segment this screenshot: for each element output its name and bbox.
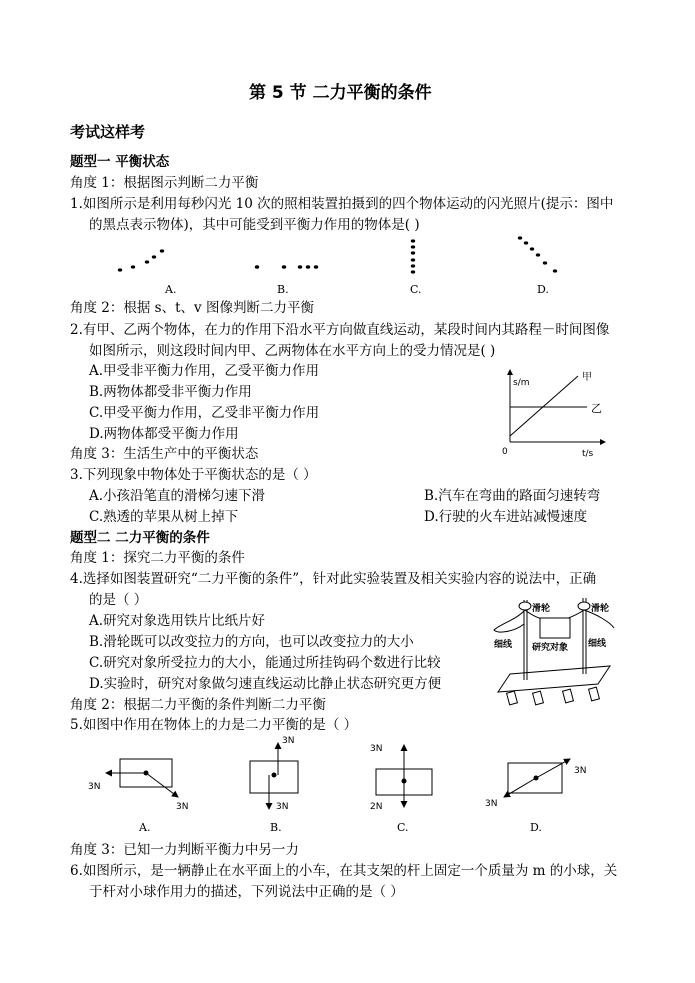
q5-d-left-label: 3N [485, 799, 498, 809]
q6-line2: 于杆对小球作用力的描述，下列说法中正确的是（ ） [89, 884, 404, 900]
q1-photo-b [255, 265, 318, 269]
type1-angle1: 角度 1：根据图示判断二力平衡 [70, 175, 259, 191]
q4-option-d: D.实验时，研究对象做匀速直线运动比静止状态研究更方便 [89, 676, 442, 692]
q3-line1: 3.下列现象中物体处于平衡状态的是（ ） [70, 467, 317, 483]
graph-line-b-label: 乙 [591, 402, 602, 415]
label-object: 研究对象 [532, 643, 569, 653]
q1-label-d: D. [537, 283, 549, 296]
q5-c-down-label: 2N [370, 802, 383, 812]
q5-label-a: A. [139, 821, 151, 834]
section-heading: 考试这样考 [70, 123, 146, 141]
label-string-left: 细线 [494, 640, 513, 650]
q5-b-up-label: 3N [282, 736, 295, 746]
q4-option-a: A.研究对象选用铁片比纸片好 [89, 613, 266, 629]
graph-origin: 0 [502, 447, 508, 457]
q1-line1: 1.如图所示是利用每秒闪光 10 次的照相装置拍摄到的四个物体运动的闪光照片(提示：图中 [70, 196, 614, 212]
q4-option-c: C.研究对象所受拉力的大小，能通过所挂钩码个数进行比较 [89, 655, 441, 671]
q4-line2: 的是（ ） [89, 592, 148, 608]
q2-st-graph [493, 362, 613, 460]
q4-line1: 4.选择如图装置研究“二力平衡的条件”，针对此实验装置及相关实验内容的说法中，正确 [70, 571, 597, 587]
q3-option-c: C.熟透的苹果从树上掉下 [89, 509, 239, 525]
type2-angle1: 角度 1：探究二力平衡的条件 [70, 550, 245, 566]
q1-label-c: C. [410, 283, 422, 296]
graph-xlabel: t/s [582, 449, 594, 459]
graph-line-a-label: 甲 [582, 372, 592, 383]
q1-label-b: B. [277, 283, 289, 296]
type1-angle3: 角度 3：生活生产中的平衡状态 [70, 446, 259, 462]
type1-heading: 题型一 平衡状态 [70, 154, 170, 170]
q5-b-down-label: 3N [276, 802, 289, 812]
type1-angle2: 角度 2：根据 s、t、v 图像判断二力平衡 [70, 300, 314, 316]
q3-option-b: B.汽车在弯曲的路面匀速转弯 [424, 488, 601, 504]
q5-line1: 5.如图中作用在物体上的力是二力平衡的是（ ） [70, 717, 358, 733]
q4-option-b: B.滑轮既可以改变拉力的方向，也可以改变拉力的大小 [89, 634, 414, 650]
q2-option-a: A.甲受非平衡力作用，乙受平衡力作用 [89, 363, 320, 379]
q2-option-b: B.两物体都受非平衡力作用 [89, 384, 252, 400]
label-string-right: 细线 [588, 639, 607, 649]
q5-a-right-label: 3N [176, 802, 189, 812]
q1-photo-d [518, 236, 557, 272]
q5-c-up-label: 3N [370, 744, 383, 754]
q2-option-c: C.甲受平衡力作用，乙受非平衡力作用 [89, 405, 320, 421]
q1-photo-a [118, 249, 164, 271]
q5-a-left-label: 3N [88, 782, 101, 792]
type2-angle2: 角度 2：根据二力平衡的条件判断二力平衡 [70, 697, 326, 713]
q5-label-b: B. [270, 821, 282, 834]
q1-label-a: A. [165, 283, 177, 296]
label-pulley-right: 滑轮 [591, 604, 610, 614]
q3-option-d: D.行驶的火车进站减慢速度 [424, 509, 588, 525]
type2-angle3: 角度 3：已知一力判断平衡力中另一力 [70, 842, 299, 858]
label-pulley-left: 滑轮 [532, 604, 551, 614]
graph-ylabel: s/m [513, 378, 530, 388]
page-title: 第 5 节 二力平衡的条件 [249, 83, 432, 103]
q2-line2: 如图所示，则这段时间内甲、乙两物体在水平方向上的受力情况是( ) [89, 343, 496, 359]
left-pulley-icon [519, 602, 531, 610]
type2-heading: 题型二 二力平衡的条件 [70, 530, 210, 546]
q6-line1: 6.如图所示，是一辆静止在水平面上的小车，在其支架的杆上固定一个质量为 m 的小球，关 [70, 863, 618, 879]
research-object [540, 618, 570, 638]
q5-d-right-label: 3N [574, 766, 587, 776]
q1-line2: 的黑点表示物体)，其中可能受到平衡力作用的物体是( ) [89, 217, 420, 233]
q2-line1: 2.有甲、乙两个物体，在力的作用下沿水平方向做直线运动，某段时间内其路程－时间图像 [70, 322, 610, 338]
q4-apparatus [488, 594, 618, 712]
q2-option-d: D.两物体都受平衡力作用 [89, 426, 239, 442]
q5-label-d: D. [530, 821, 542, 834]
right-pulley-icon [578, 602, 590, 610]
q3-option-a: A.小孩沿笔直的滑梯匀速下滑 [89, 488, 266, 504]
q5-force-diagrams [80, 735, 610, 835]
q5-label-c: C. [397, 821, 409, 834]
q1-photo-c [411, 239, 415, 273]
